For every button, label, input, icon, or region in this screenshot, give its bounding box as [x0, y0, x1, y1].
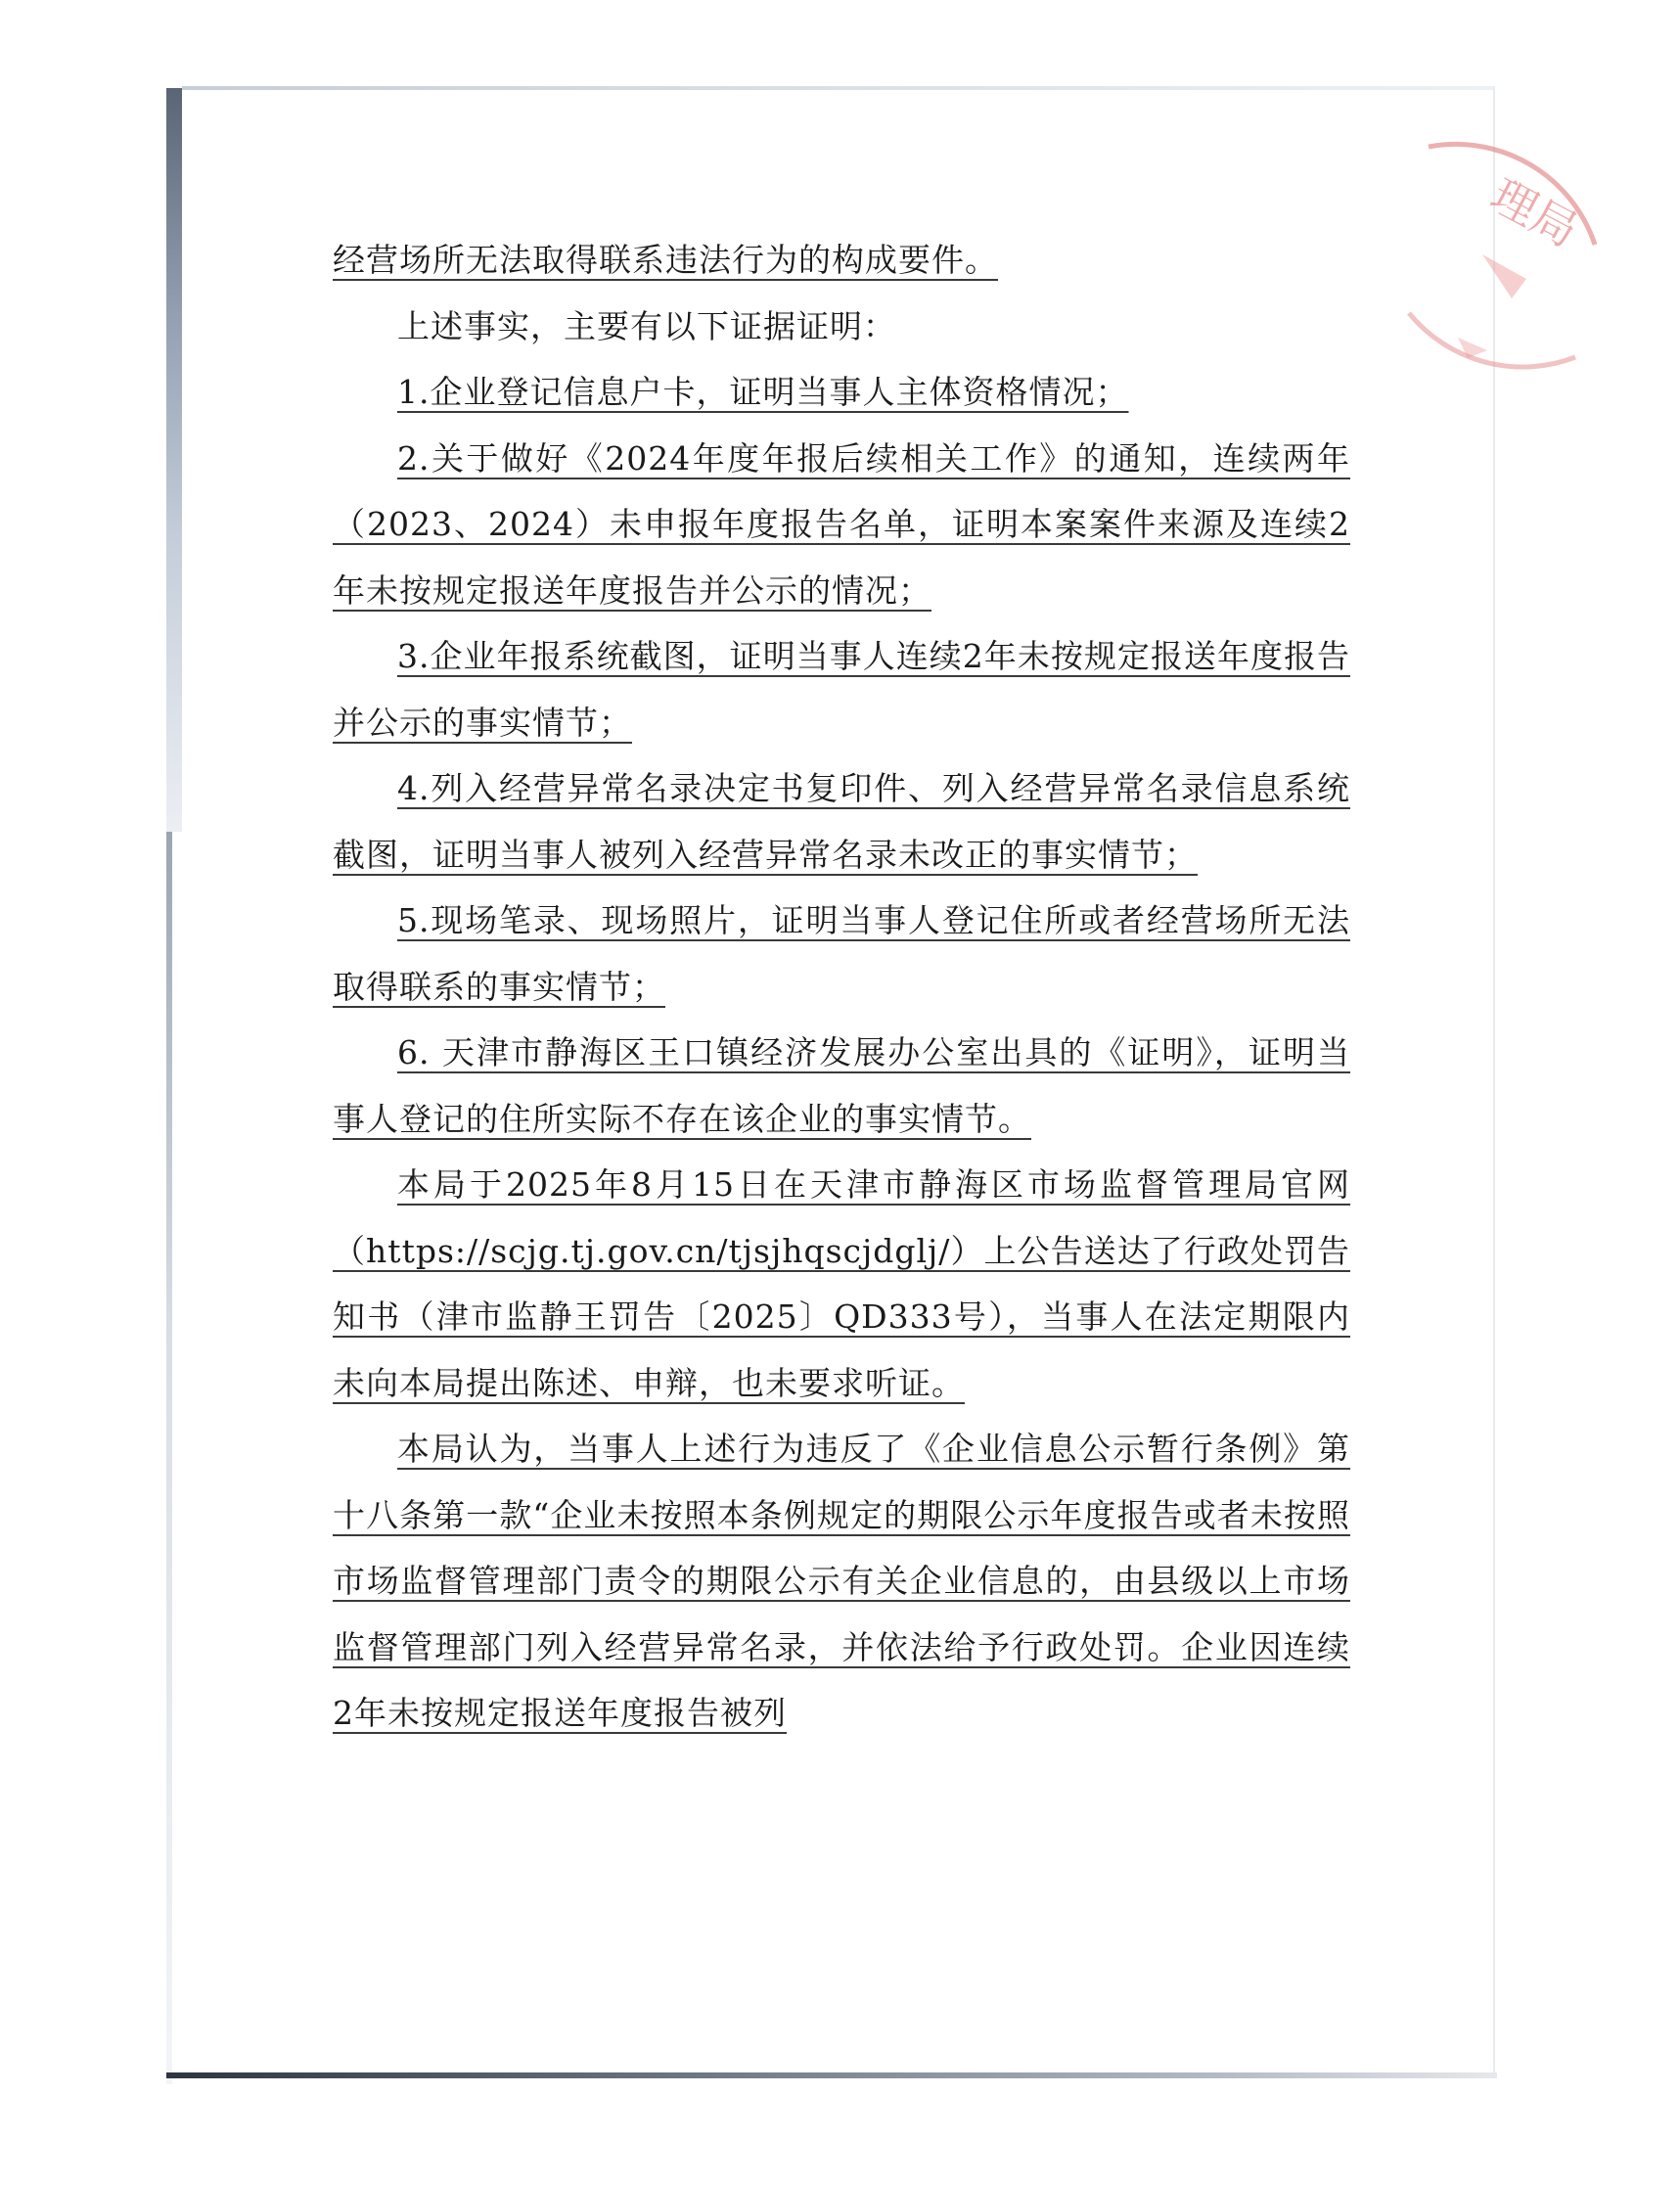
paragraph-8: 6. 天津市静海区王口镇经济发展办公室出具的《证明》，证明当事人登记的住所实际不存在该企业的事实情节。	[333, 1033, 1350, 1138]
paragraph-3: 1.企业登记信息户卡，证明当事人主体资格情况；	[397, 373, 1129, 411]
paragraph-2: 上述事实，主要有以下证据证明：	[397, 306, 896, 345]
scan-edge-top	[182, 86, 1493, 90]
paragraph-4: 2.关于做好《2024年度年报后续相关工作》的通知，连续两年（2023、2024）未申报年度报告名单，证明本案案件来源及连续2年未按规定报送年度报告并公示的情况；	[333, 438, 1350, 610]
paragraph-7: 5.现场笔录、现场照片，证明当事人登记住所或者经营场所无法取得联系的事实情节；	[333, 901, 1350, 1006]
scan-edge-left-lower	[166, 832, 172, 2084]
scan-edge-right	[1493, 86, 1495, 2074]
document-body	[333, 227, 1350, 1747]
official-seal	[1399, 127, 1624, 372]
seal-text: 理局	[1481, 168, 1587, 257]
paragraph-10: 本局认为，当事人上述行为违反了《企业信息公示暂行条例》第十八条第一款“企业未按照本条例规定的期限公示年度报告或者未按照市场监督管理部门责令的期限公示有关企业信息的，由县级以上市场监督管理部门列入经营异常名录，并依法给予行政处罚。企业因连续2年未按规定报送年度报告被列	[333, 1430, 1350, 1732]
scan-edge-bottom	[166, 2072, 1497, 2078]
scan-edge-left	[166, 88, 182, 832]
paragraph-6: 4.列入经营异常名录决定书复印件、列入经营异常名录信息系统截图，证明当事人被列入经营异常名录未改正的事实情节；	[333, 769, 1350, 874]
paragraph-5: 3.企业年报系统截图，证明当事人连续2年未按规定报送年度报告并公示的事实情节；	[333, 637, 1350, 742]
paragraph-9: 本局于2025年8月15日在天津市静海区市场监督管理局官网（https://scjg.tj.gov.cn/tjsjhqscjdglj/）上公告送达了行政处罚告知书（津市监静王罚告〔2025〕QD333号），当事人在法定期限内未向本局提出陈述、申辩，也未要求听证。	[333, 1165, 1350, 1402]
paragraph-1: 经营场所无法取得联系违法行为的构成要件。	[333, 241, 998, 279]
